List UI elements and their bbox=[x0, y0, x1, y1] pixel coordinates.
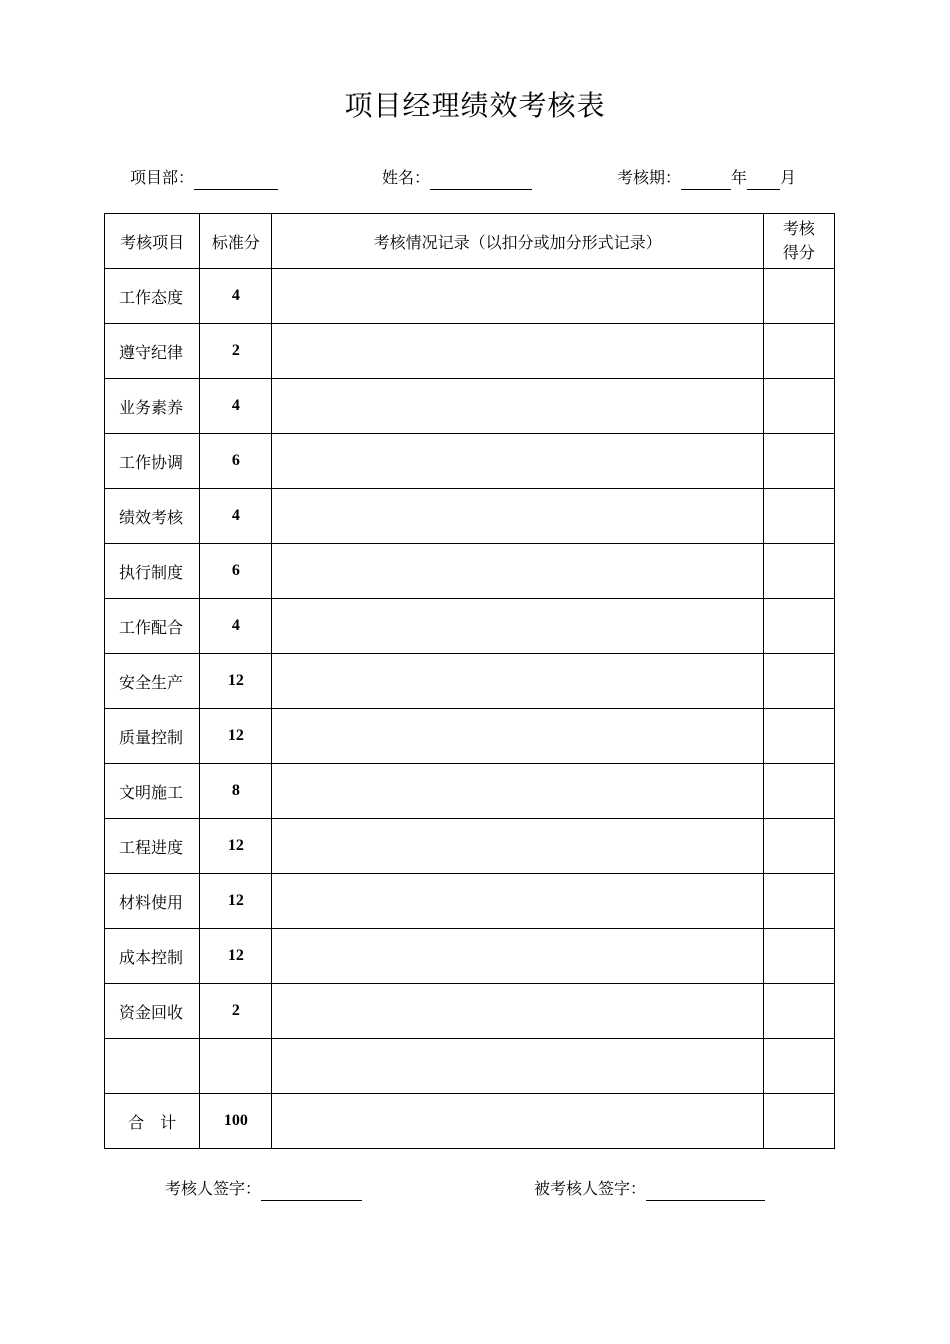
row-standard-score: 2 bbox=[200, 984, 272, 1039]
assessee-signature bbox=[534, 1177, 765, 1201]
row-standard-score: 12 bbox=[200, 819, 272, 874]
row-score-cell[interactable] bbox=[763, 269, 834, 324]
name-label: 姓名： bbox=[382, 168, 431, 187]
assessee-signature-input[interactable] bbox=[646, 1182, 765, 1201]
month-label: 月 bbox=[780, 168, 797, 187]
table-row bbox=[105, 874, 835, 929]
table-row bbox=[105, 379, 835, 434]
table-row bbox=[105, 929, 835, 984]
table-row bbox=[105, 1039, 835, 1094]
row-item bbox=[105, 1039, 200, 1094]
row-item: 材料使用 bbox=[105, 874, 200, 929]
row-standard-score bbox=[200, 1039, 272, 1094]
row-item: 工作态度 bbox=[105, 269, 200, 324]
row-score-cell[interactable] bbox=[763, 819, 834, 874]
row-record-cell[interactable] bbox=[272, 434, 763, 489]
total-label: 合 计 bbox=[105, 1094, 200, 1149]
project-dept-input[interactable] bbox=[194, 171, 278, 190]
row-score-cell[interactable] bbox=[763, 599, 834, 654]
row-score-cell[interactable] bbox=[763, 654, 834, 709]
row-record-cell[interactable] bbox=[272, 654, 763, 709]
row-score-cell[interactable] bbox=[763, 489, 834, 544]
row-item: 遵守纪律 bbox=[105, 324, 200, 379]
table-row bbox=[105, 984, 835, 1039]
row-item: 成本控制 bbox=[105, 929, 200, 984]
row-score-cell[interactable] bbox=[763, 434, 834, 489]
period-year-input[interactable] bbox=[681, 171, 731, 190]
row-item: 执行制度 bbox=[105, 544, 200, 599]
row-item: 资金回收 bbox=[105, 984, 200, 1039]
page-title: 项目经理绩效考核表 bbox=[344, 89, 606, 122]
row-item: 工作协调 bbox=[105, 434, 200, 489]
row-record-cell[interactable] bbox=[272, 764, 763, 819]
row-record-cell[interactable] bbox=[272, 324, 763, 379]
row-record-cell[interactable] bbox=[272, 269, 763, 324]
period-label: 考核期： bbox=[617, 168, 682, 187]
row-score-cell[interactable] bbox=[763, 874, 834, 929]
header-score-line2: 得分 bbox=[782, 243, 815, 262]
row-standard-score: 4 bbox=[200, 489, 272, 544]
table-row bbox=[105, 819, 835, 874]
row-score-cell[interactable] bbox=[763, 324, 834, 379]
header-record: 考核情况记录（以扣分或加分形式记录） bbox=[272, 214, 763, 269]
period-field bbox=[617, 166, 796, 190]
assessor-signature-label: 考核人签字： bbox=[165, 1179, 262, 1198]
row-score-cell[interactable] bbox=[763, 929, 834, 984]
row-record-cell[interactable] bbox=[272, 819, 763, 874]
row-record-cell[interactable] bbox=[272, 1039, 763, 1094]
row-item: 文明施工 bbox=[105, 764, 200, 819]
row-score-cell[interactable] bbox=[763, 1039, 834, 1094]
row-record-cell[interactable] bbox=[272, 489, 763, 544]
row-item: 工作配合 bbox=[105, 599, 200, 654]
assessment-table bbox=[104, 213, 835, 1149]
row-standard-score: 12 bbox=[200, 929, 272, 984]
row-item: 质量控制 bbox=[105, 709, 200, 764]
total-record-cell[interactable] bbox=[272, 1094, 763, 1149]
row-item: 业务素养 bbox=[105, 379, 200, 434]
assessor-signature bbox=[165, 1177, 362, 1201]
row-record-cell[interactable] bbox=[272, 599, 763, 654]
row-record-cell[interactable] bbox=[272, 984, 763, 1039]
row-score-cell[interactable] bbox=[763, 544, 834, 599]
row-standard-score: 4 bbox=[200, 379, 272, 434]
assessee-signature-label: 被考核人签字： bbox=[534, 1179, 647, 1198]
row-record-cell[interactable] bbox=[272, 379, 763, 434]
table-row bbox=[105, 709, 835, 764]
table-row bbox=[105, 654, 835, 709]
header-score bbox=[763, 214, 834, 269]
row-record-cell[interactable] bbox=[272, 544, 763, 599]
table-row bbox=[105, 324, 835, 379]
row-record-cell[interactable] bbox=[272, 874, 763, 929]
row-standard-score: 6 bbox=[200, 544, 272, 599]
table-row bbox=[105, 599, 835, 654]
assessor-signature-input[interactable] bbox=[261, 1182, 362, 1201]
table-row bbox=[105, 269, 835, 324]
row-standard-score: 12 bbox=[200, 654, 272, 709]
total-score-cell[interactable] bbox=[763, 1094, 834, 1149]
table-header-row bbox=[105, 214, 835, 269]
year-label: 年 bbox=[731, 168, 748, 187]
row-standard-score: 6 bbox=[200, 434, 272, 489]
row-score-cell[interactable] bbox=[763, 709, 834, 764]
table-row bbox=[105, 434, 835, 489]
period-month-input[interactable] bbox=[747, 171, 780, 190]
row-score-cell[interactable] bbox=[763, 379, 834, 434]
table-body bbox=[105, 269, 835, 1094]
row-record-cell[interactable] bbox=[272, 929, 763, 984]
row-item: 绩效考核 bbox=[105, 489, 200, 544]
header-item: 考核项目 bbox=[105, 214, 200, 269]
row-item: 安全生产 bbox=[105, 654, 200, 709]
row-standard-score: 12 bbox=[200, 709, 272, 764]
row-standard-score: 4 bbox=[200, 599, 272, 654]
total-row bbox=[105, 1094, 835, 1149]
header-standard: 标准分 bbox=[200, 214, 272, 269]
row-score-cell[interactable] bbox=[763, 764, 834, 819]
header-score-line1: 考核 bbox=[782, 219, 815, 238]
project-dept-label: 项目部： bbox=[130, 168, 195, 187]
table-row bbox=[105, 489, 835, 544]
row-item: 工程进度 bbox=[105, 819, 200, 874]
total-standard: 100 bbox=[200, 1094, 272, 1149]
row-record-cell[interactable] bbox=[272, 709, 763, 764]
row-standard-score: 8 bbox=[200, 764, 272, 819]
table-row bbox=[105, 764, 835, 819]
row-standard-score: 12 bbox=[200, 874, 272, 929]
row-standard-score: 4 bbox=[200, 269, 272, 324]
name-field bbox=[382, 166, 532, 190]
row-standard-score: 2 bbox=[200, 324, 272, 379]
table-row bbox=[105, 544, 835, 599]
project-dept-field bbox=[130, 166, 278, 190]
name-input[interactable] bbox=[430, 171, 532, 190]
row-score-cell[interactable] bbox=[763, 984, 834, 1039]
